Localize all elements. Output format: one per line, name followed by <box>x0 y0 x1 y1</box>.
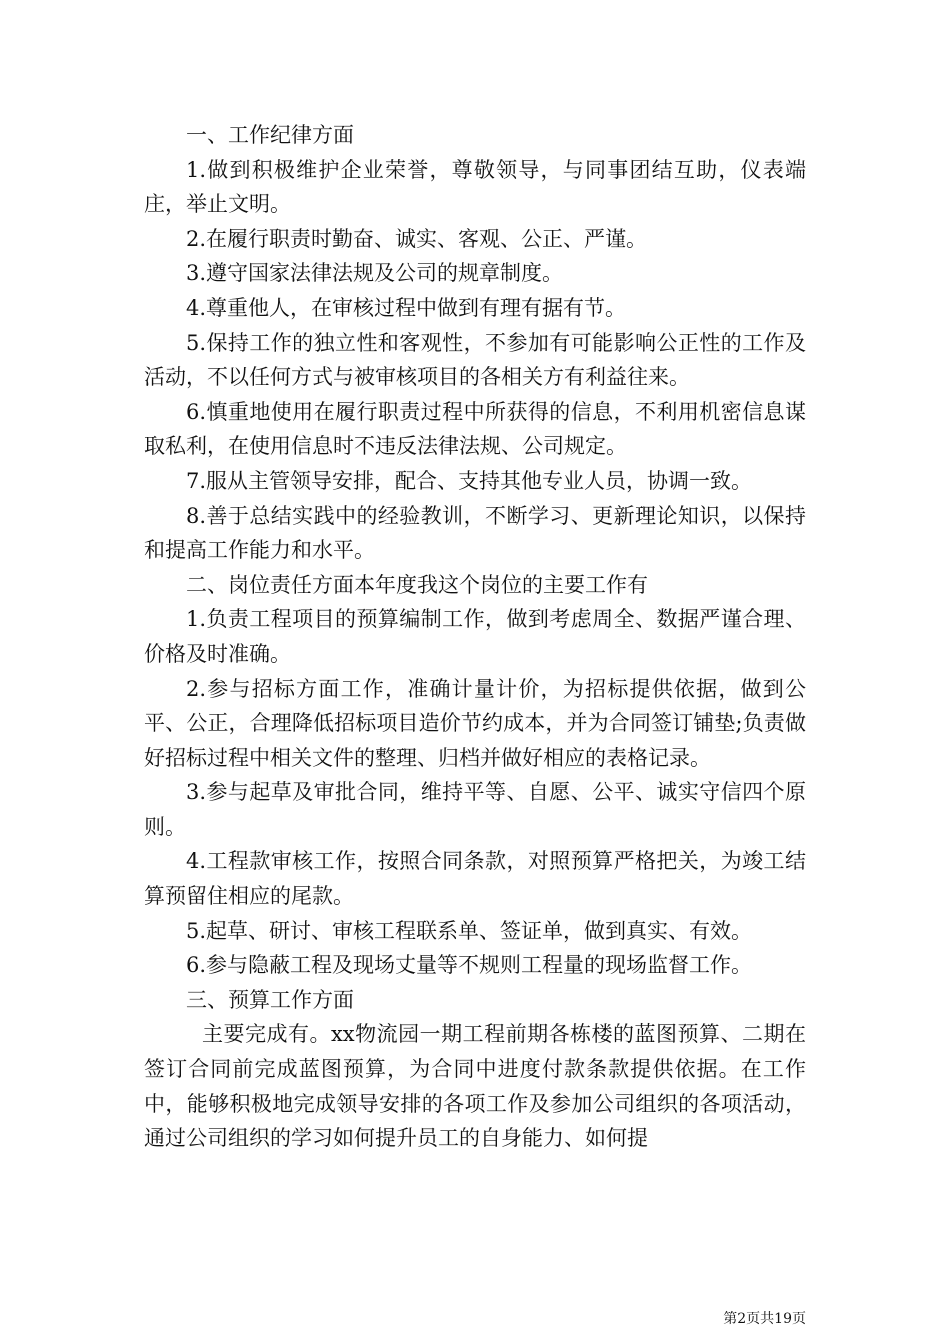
paragraph: 6.慎重地使用在履行职责过程中所获得的信息，不利用机密信息谋取私利，在使用信息时不违反法律法规、公司规定。 <box>144 399 806 459</box>
paragraph: 6.参与隐蔽工程及现场丈量等不规则工程量的现场监督工作。 <box>186 953 753 978</box>
paragraph: 1.负责工程项目的预算编制工作，做到考虑周全、数据严谨合理、价格及时准确。 <box>144 607 806 666</box>
paragraph: 3.参与起草及审批合同，维持平等、自愿、公平、诚实守信四个原则。 <box>144 780 806 839</box>
paragraph: 主要完成有。xx物流园一期工程前期各栋楼的蓝图预算、二期在签订合同前完成蓝图预算，为合同中进度付款条款提供依据。在工作中，能够积极地完成领导安排的各项工作及参加公司组织的各项活动，通过公司组织的学习如何提升员工的自身能力、如何提 <box>144 1022 806 1151</box>
paragraph: 7.服从主管领导安排，配合、支持其他专业人员，协调一致。 <box>186 468 753 493</box>
paragraph: 2.参与招标方面工作，准确计量计价，为招标提供依据，做到公平、公正，合理降低招标项目造价节约成本，并为合同签订铺垫;负责做好招标过程中相关文件的整理、归档并做好相应的表格记录。 <box>144 676 806 770</box>
page-number-footer: 第2页共19页 <box>723 1311 806 1327</box>
paragraph: 1.做到积极维护企业荣誉，尊敬领导，与同事团结互助，仪表端庄，举止文明。 <box>144 157 806 217</box>
paragraph: 5.起草、研讨、审核工程联系单、签证单，做到真实、有效。 <box>186 918 753 943</box>
paragraph: 5.保持工作的独立性和客观性，不参加有可能影响公正性的工作及活动，不以任何方式与被审核项目的各相关方有利益往来。 <box>144 330 806 390</box>
section-heading-budget: 三、预算工作方面 <box>186 987 354 1012</box>
section-heading-duties: 二、岗位责任方面本年度我这个岗位的主要工作有 <box>186 572 648 597</box>
paragraph: 8.善于总结实践中的经验教训，不断学习、更新理论知识，以保持和提高工作能力和水平。 <box>144 503 806 563</box>
paragraph: 4.尊重他人，在审核过程中做到有理有据有节。 <box>186 295 627 320</box>
paragraph: 4.工程款审核工作，按照合同条款，对照预算严格把关，为竣工结算预留住相应的尾款。 <box>144 849 806 909</box>
paragraph: 2.在履行职责时勤奋、诚实、客观、公正、严谨。 <box>186 226 648 251</box>
section-heading-discipline: 一、工作纪律方面 <box>186 123 354 147</box>
paragraph: 3.遵守国家法律法规及公司的规章制度。 <box>186 261 564 286</box>
document-body <box>144 118 806 1156</box>
